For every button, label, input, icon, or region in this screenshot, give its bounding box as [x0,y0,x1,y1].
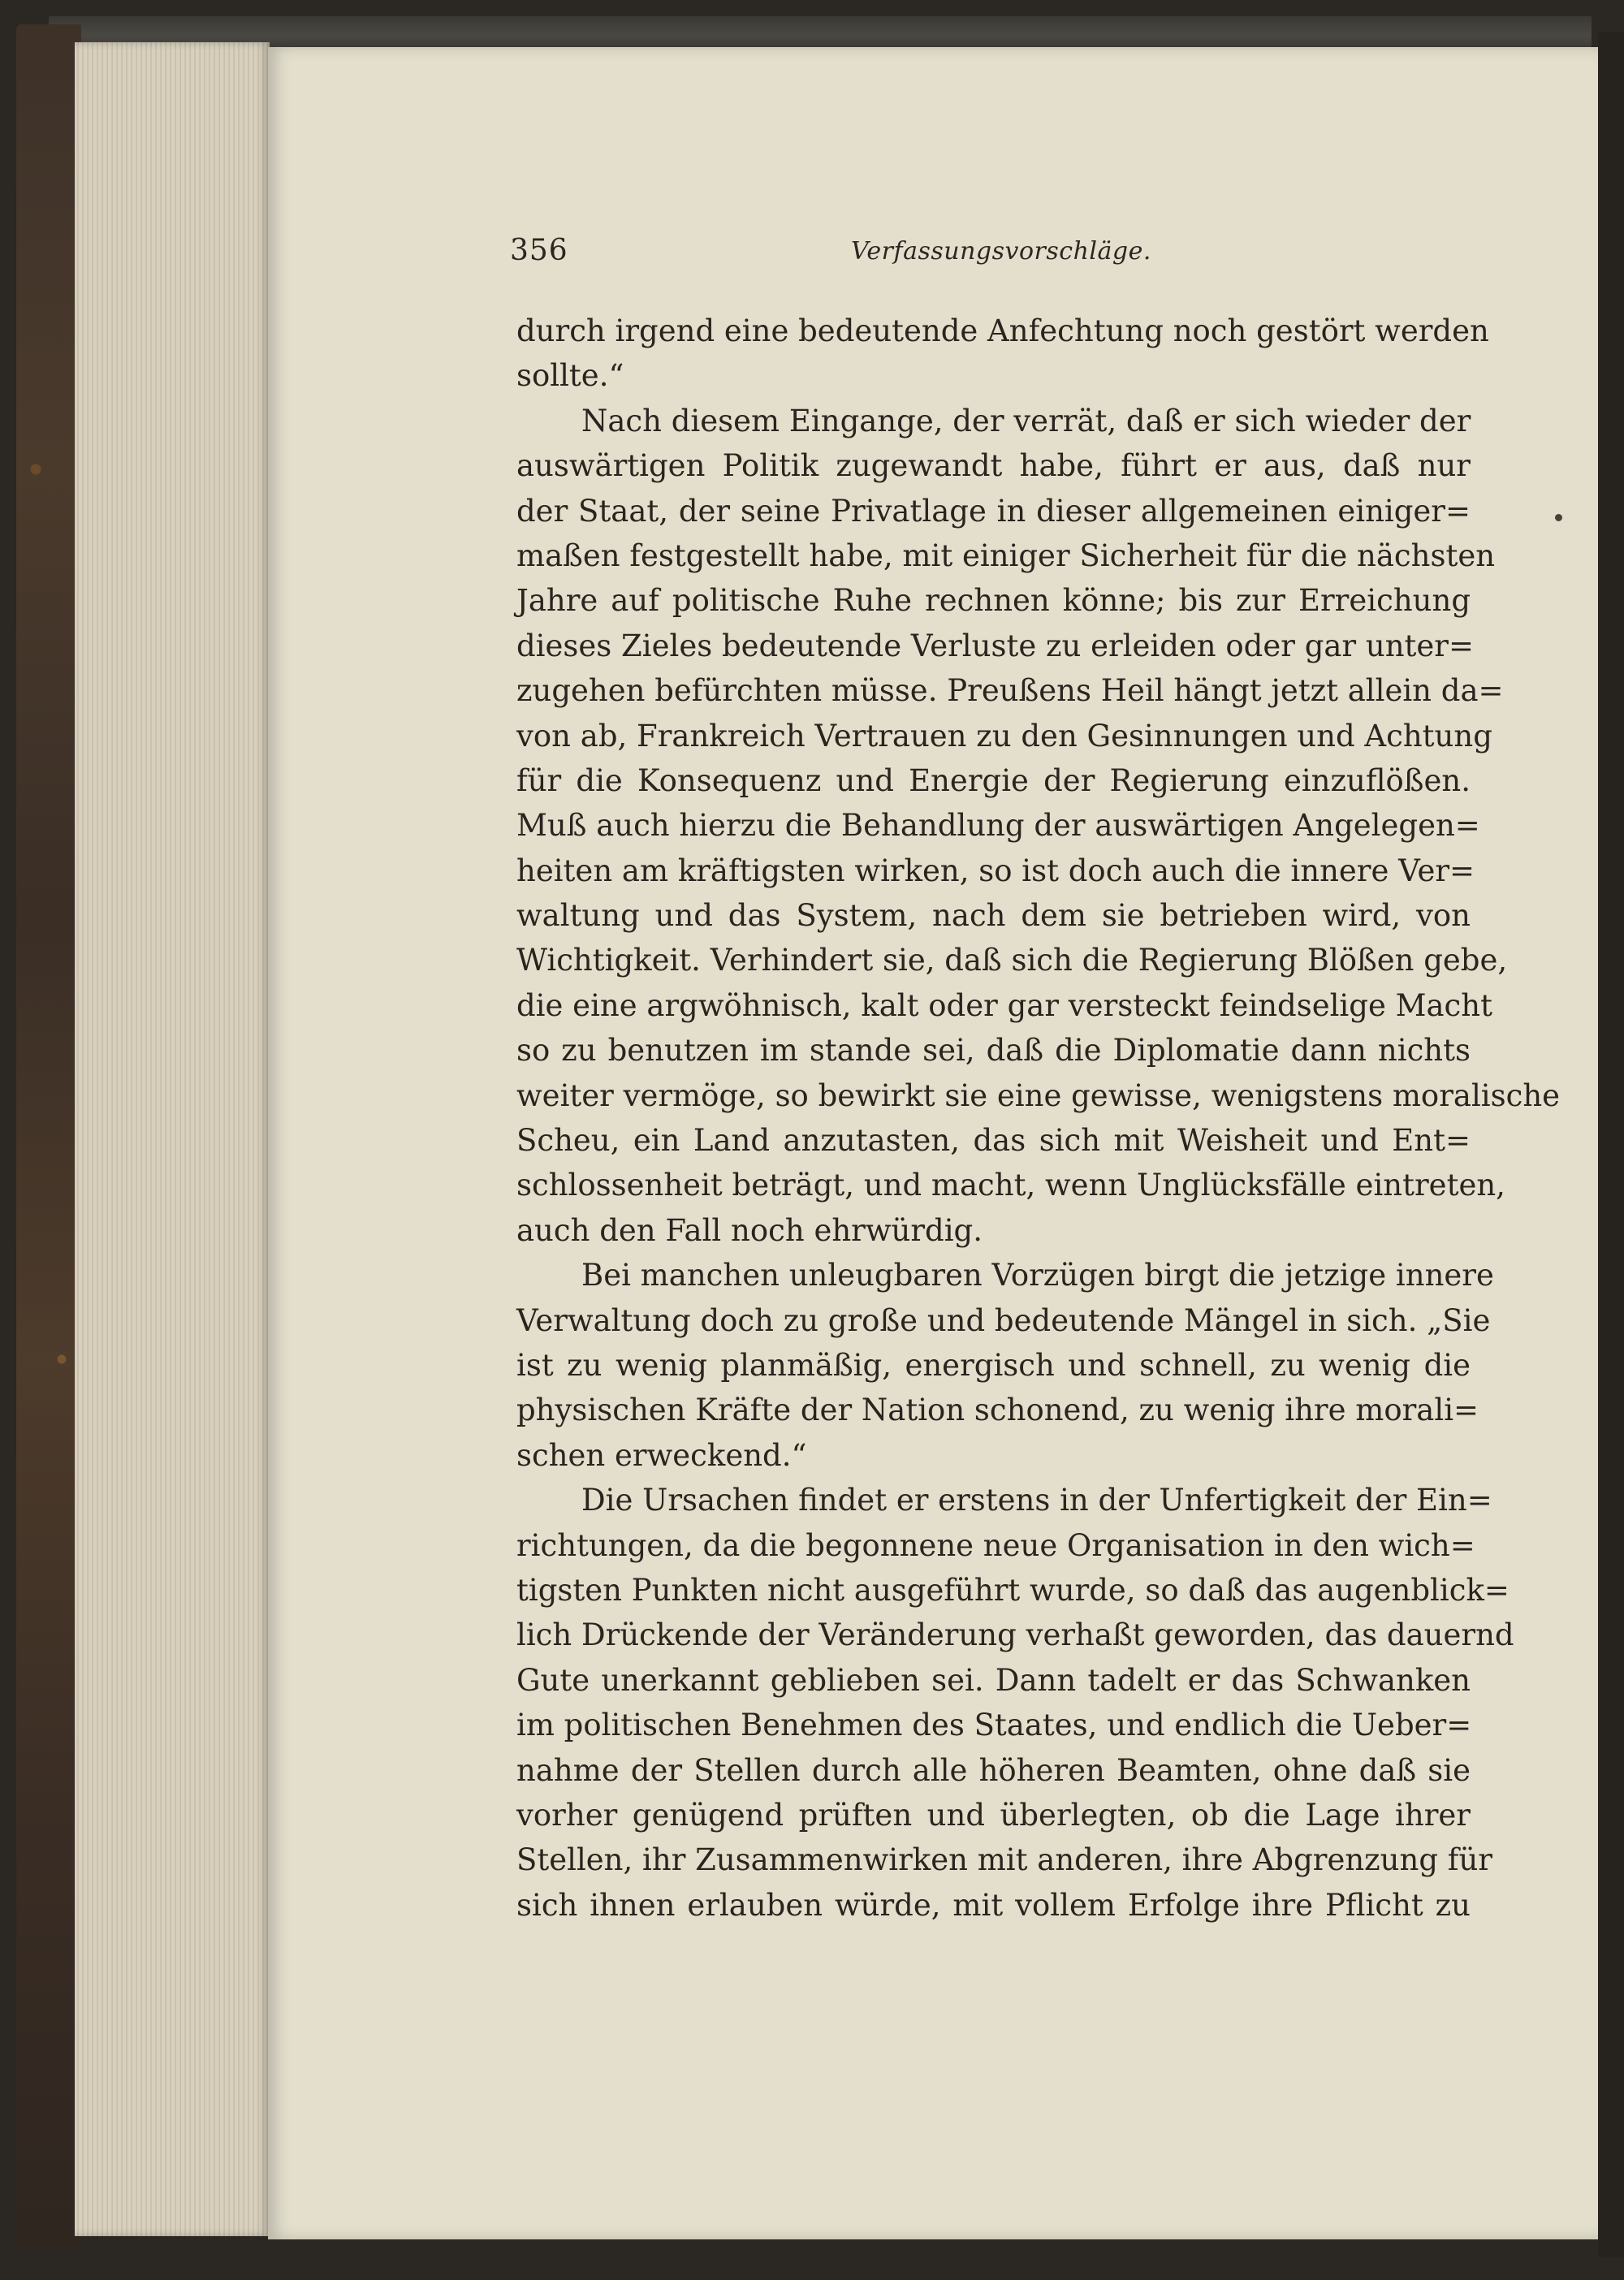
ink-speck [1555,514,1562,521]
text-line: im politischen Benehmen des Staates, und endlich die Ueber= [516,1708,1472,1743]
text-line: zugehen befürchten müsse. Preußens Heil hängt jetzt allein da= [516,673,1504,709]
book-cover-marbled-edge [16,24,81,2249]
text-line: waltung und das System, nach dem sie betrieben wird, von [516,898,1471,934]
text-line: Jahre auf politische Ruhe rechnen könne; bis zur Erreichung [516,583,1471,619]
text-line: Die Ursachen findet er erstens in der Unfertigkeit der Ein= [581,1483,1492,1518]
text-line: sich ihnen erlauben würde, mit vollem Erfolge ihre Pflicht zu [516,1887,1471,1923]
text-line: der Staat, der seine Privatlage in dieser allgemeinen einiger= [516,493,1471,529]
text-line: Gute unerkannt geblieben sei. Dann tadelt er das Schwanken [516,1662,1471,1698]
text-line: Stellen, ihr Zusammenwirken mit anderen, ihre Abgrenzung für [516,1842,1492,1878]
page-fore-edge [75,42,270,2236]
text-line: tigsten Punkten nicht ausgeführt wurde, so daß das augenblick= [516,1572,1510,1608]
text-line: lich Drückende der Veränderung verhaßt geworden, das dauernd [516,1617,1514,1653]
page-right-shadow [1598,32,1624,2257]
text-line: nahme der Stellen durch alle höheren Beamten, ohne daß sie [516,1752,1471,1788]
text-line: Muß auch hierzu die Behandlung der auswärtigen Angelegen= [516,808,1480,844]
text-line: heiten am kräftigsten wirken, so ist doch auch die innere Ver= [516,853,1475,888]
book-cover-top-edge [49,16,1592,49]
text-line: physischen Kräfte der Nation schonend, zu wenig ihre morali= [516,1393,1479,1428]
text-line: dieses Zieles bedeutende Verluste zu erleiden oder gar unter= [516,628,1474,663]
text-line: weiter vermöge, so bewirkt sie eine gewisse, wenigstens moralische [516,1077,1561,1113]
text-line: die eine argwöhnisch, kalt oder gar versteckt feindselige Macht [516,987,1492,1023]
text-line: maßen festgestellt habe, mit einiger Sicherheit für die nächsten [516,538,1496,573]
page-number: 356 [510,234,568,267]
text-line: auch den Fall noch ehrwürdig. [516,1212,983,1248]
text-line: auswärtigen Politik zugewandt habe, führt er aus, daß nur [516,448,1471,484]
text-line: vorher genügend prüften und überlegten, ob die Lage ihrer [516,1797,1471,1833]
text-line: schen erweckend.“ [516,1437,807,1473]
text-line: ist zu wenig planmäßig, energisch und schnell, zu wenig die [516,1347,1471,1383]
text-line: so zu benutzen im stande sei, daß die Diplomatie dann nichts [516,1033,1471,1069]
body-text [516,309,1561,1928]
text-line: schlossenheit beträgt, und macht, wenn Unglücksfälle eintreten, [516,1168,1505,1203]
text-line: Wichtigkeit. Verhindert sie, daß sich die Regierung Blößen gebe, [516,943,1508,978]
text-line: Verwaltung doch zu große und bedeutende Mängel in sich. „Sie [516,1302,1491,1338]
running-title: Verfassungsvorschläge. [851,237,1151,266]
running-head [510,234,1468,283]
text-line: durch irgend eine bedeutende Anfechtung noch gestört werden [516,313,1489,348]
text-line: Bei manchen unleugbaren Vorzügen birgt die jetzige innere [581,1258,1494,1293]
text-line: richtungen, da die begonnene neue Organisation in den wich= [516,1527,1475,1563]
text-line: Scheu, ein Land anzutasten, das sich mit Weisheit und Ent= [516,1123,1471,1159]
text-line: sollte.“ [516,358,624,394]
text-line: für die Konsequenz und Energie der Regierung einzuflößen. [516,762,1471,798]
text-line: Nach diesem Eingange, der verrät, daß er sich wieder der [581,403,1471,438]
text-line: von ab, Frankreich Vertrauen zu den Gesinnungen und Achtung [516,718,1492,754]
